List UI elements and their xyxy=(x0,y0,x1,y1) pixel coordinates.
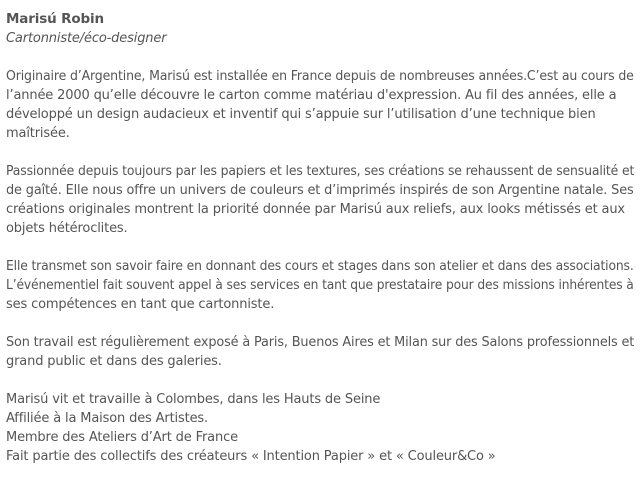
text-line: Membre des Ateliers d’Art de France xyxy=(6,430,238,445)
text-line: Fait partie des collectifs des créateurs « Intention Papier » et « Couleur&Co » xyxy=(6,449,496,464)
paragraph-affiliations xyxy=(6,390,634,466)
text-line: grand public et dans des galeries. xyxy=(6,354,222,369)
artist-role: Cartonniste/éco-designer xyxy=(6,31,167,46)
paragraph-exhibitions xyxy=(6,333,634,371)
text-line: objets hétéroclites. xyxy=(6,221,128,236)
text-line: l’année 2000 qu’elle découvre le carton comme matériau d'expression. Au fil des années, elle a xyxy=(6,88,617,103)
text-line: de gaîté. Elle nous offre un univers de couleurs et d’imprimés inspirés de son Argentine natale. Ses xyxy=(6,183,634,198)
text-line: créations originales montrent la priorité donnée par Marisú aux reliefs, aux looks métissés et aux xyxy=(6,202,625,217)
paragraph-origins xyxy=(6,67,634,143)
biography-content xyxy=(6,10,634,485)
text-line: ses compétences en tant que cartonniste. xyxy=(6,297,275,312)
artist-name: Marisú Robin xyxy=(6,11,104,27)
text-line: Marisú vit et travaille à Colombes, dans les Hauts de Seine xyxy=(6,392,381,407)
text-line: Son travail est régulièrement exposé à Paris, Buenos Aires et Milan sur des Salons professionnels et xyxy=(6,335,635,350)
paragraph-creations xyxy=(6,162,634,238)
text-line: Elle transmet son savoir faire en donnant des cours et stages dans son atelier et dans des associations. xyxy=(6,259,634,274)
text-line: maîtrisée. xyxy=(6,126,70,141)
text-line: Passionnée depuis toujours par les papiers et les textures, ses créations se rehaussent de sensualité et xyxy=(6,164,635,179)
text-line: L’événementiel fait souvent appel à ses services en tant que prestataire pour des missions inhérentes à xyxy=(6,278,634,293)
text-line: Originaire d’Argentine, Marisú est installée en France depuis de nombreuses années.C’est au cours de xyxy=(6,69,634,84)
text-line: développé un design audacieux et inventif qui s’appuie sur l’utilisation d’une technique bien xyxy=(6,107,596,122)
text-line: Affiliée à la Maison des Artistes. xyxy=(6,411,209,426)
paragraph-teaching xyxy=(6,257,634,314)
